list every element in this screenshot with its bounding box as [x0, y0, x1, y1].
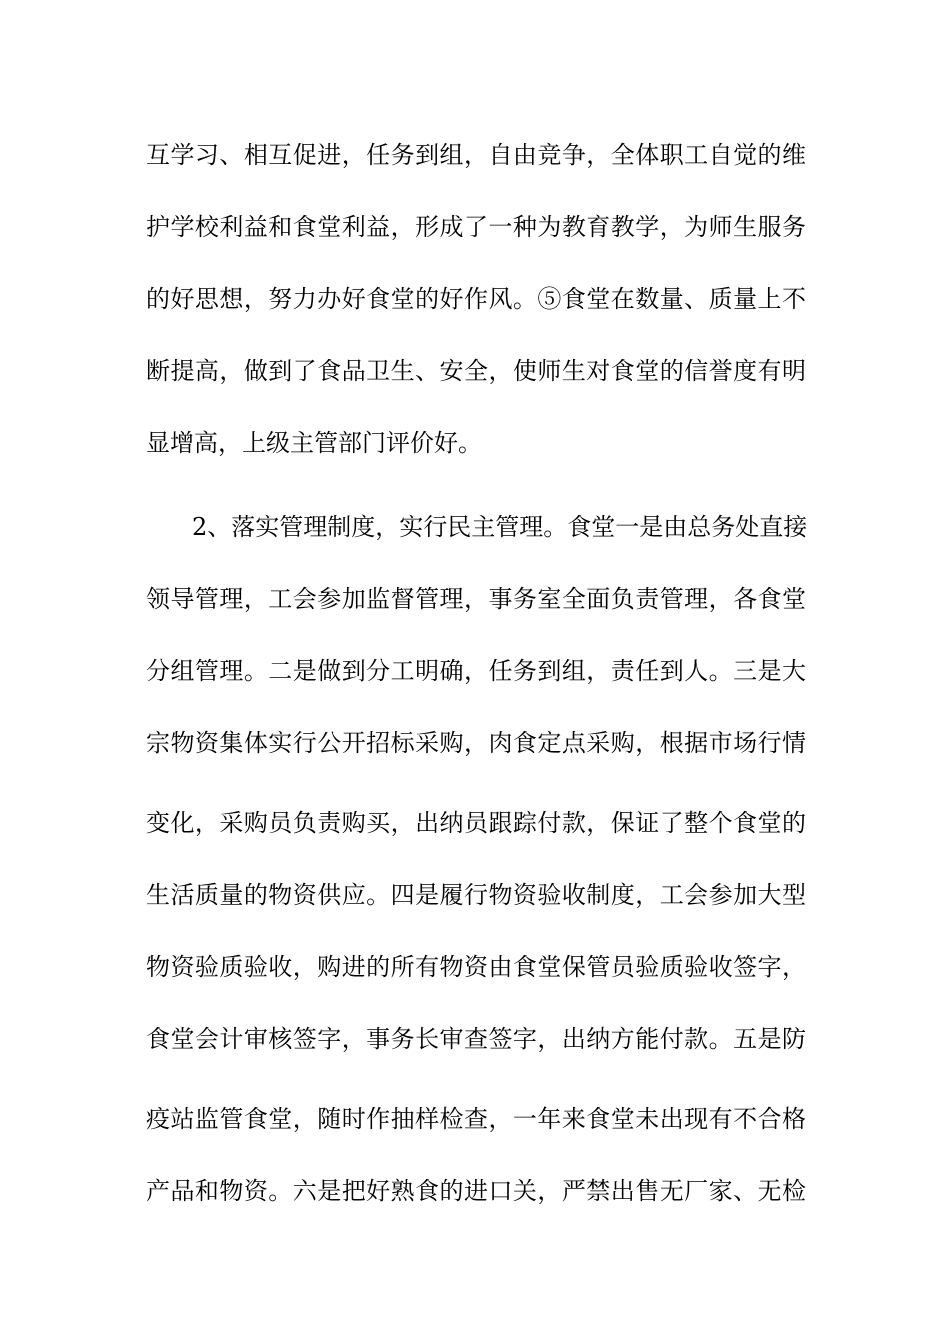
- paragraph-1-line-2: 护学校利益和食堂利益，形成了一种为教育教学，为师生服务: [146, 213, 806, 241]
- paragraph-2-line-9: 疫站监管食堂，随时作抽样检查，一年来食堂未出现有不合格: [146, 1105, 806, 1133]
- paragraph-2-line-2: 领导管理，工会参加监督管理，事务室全面负责管理，各食堂: [146, 585, 806, 613]
- paragraph-1-line-1: 互学习、相互促进，任务到组，自由竞争，全体职工自觉的维: [146, 141, 806, 169]
- paragraph-2-line-3: 分组管理。二是做到分工明确，任务到组，责任到人。三是大: [146, 657, 806, 685]
- paragraph-2-line-10: 产品和物资。六是把好熟食的进口关，严禁出售无厂家、无检: [146, 1177, 806, 1205]
- paragraph-2-line-1: 2、落实管理制度，实行民主管理。食堂一是由总务处直接: [192, 513, 808, 541]
- paragraph-2-line-4: 宗物资集体实行公开招标采购，肉食定点采购，根据市场行情: [146, 729, 806, 757]
- paragraph-2-line-5: 变化，采购员负责购买，出纳员跟踪付款，保证了整个食堂的: [146, 809, 806, 837]
- paragraph-1-line-4: 断提高，做到了食品卫生、安全，使师生对食堂的信誉度有明: [146, 357, 806, 385]
- paragraph-2-line-6: 生活质量的物资供应。四是履行物资验收制度，工会参加大型: [146, 881, 806, 909]
- paragraph-1-line-5: 显增高，上级主管部门评价好。: [146, 429, 482, 457]
- paragraph-2-line-7: 物资验质验收，购进的所有物资由食堂保管员验质验收签字，: [146, 953, 806, 981]
- paragraph-2-line-8: 食堂会计审核签字，事务长审查签字，出纳方能付款。五是防: [146, 1025, 806, 1053]
- paragraph-1-line-3: 的好思想，努力办好食堂的好作风。⑤食堂在数量、质量上不: [146, 285, 806, 313]
